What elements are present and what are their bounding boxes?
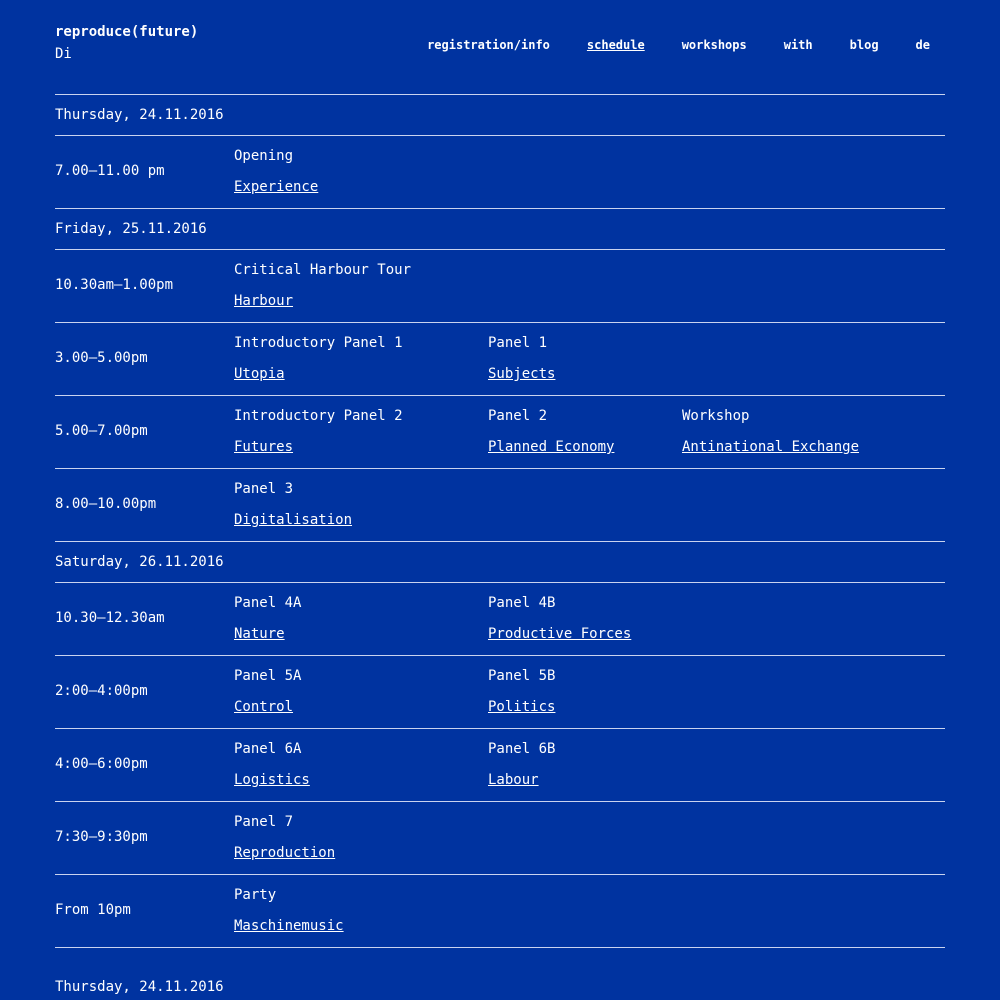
event bbox=[234, 887, 344, 934]
schedule-slot bbox=[55, 655, 945, 728]
nav-registration-info[interactable]: registration/info bbox=[427, 38, 550, 52]
event-label: Panel 3 bbox=[234, 481, 294, 497]
event-link[interactable]: Control bbox=[234, 699, 294, 715]
event bbox=[234, 148, 318, 195]
main-nav bbox=[427, 38, 930, 52]
event-label: Panel 4A bbox=[234, 595, 302, 611]
event-link[interactable]: Antinational Exchange bbox=[682, 439, 860, 455]
schedule-slot bbox=[55, 249, 945, 322]
event-link[interactable]: Maschinemusic bbox=[234, 918, 344, 934]
event-label: Panel 7 bbox=[234, 814, 294, 830]
schedule-slot bbox=[55, 468, 945, 541]
event bbox=[488, 595, 631, 642]
nav-schedule[interactable]: schedule bbox=[586, 38, 645, 52]
event-label: Introductory Panel 2 bbox=[234, 408, 403, 424]
event-label: Opening bbox=[234, 148, 294, 164]
event-link[interactable]: Utopia bbox=[234, 366, 285, 382]
event-label: Panel 2 bbox=[488, 408, 548, 424]
site-subtitle: Di bbox=[55, 46, 72, 62]
nav-with[interactable]: with bbox=[783, 38, 813, 52]
event bbox=[488, 408, 614, 455]
event-label: Panel 1 bbox=[488, 335, 548, 351]
slot-time: 7.00–11.00 pm bbox=[55, 163, 165, 179]
event-label: Introductory Panel 1 bbox=[234, 335, 403, 351]
day-header bbox=[55, 541, 945, 582]
event bbox=[488, 741, 555, 788]
event-label: Panel 6A bbox=[234, 741, 302, 757]
event-label: Panel 4B bbox=[488, 595, 556, 611]
schedule-slot bbox=[55, 582, 945, 655]
event bbox=[488, 335, 555, 382]
day-date: Thursday, 24.11.2016 bbox=[55, 107, 224, 123]
day-header bbox=[55, 94, 945, 135]
site-title[interactable]: reproduce(future) bbox=[55, 24, 199, 40]
schedule-slot bbox=[55, 135, 945, 208]
event bbox=[234, 481, 352, 528]
event-link[interactable]: Politics bbox=[488, 699, 556, 715]
event-link[interactable]: Logistics bbox=[234, 772, 310, 788]
event bbox=[234, 668, 301, 715]
nav-blog[interactable]: blog bbox=[849, 38, 879, 52]
event-link[interactable]: Productive Forces bbox=[488, 626, 632, 642]
event-link[interactable]: Subjects bbox=[488, 366, 556, 382]
slot-time: 3.00–5.00pm bbox=[55, 350, 148, 366]
slot-time: From 10pm bbox=[55, 902, 131, 918]
event bbox=[234, 741, 310, 788]
nav-language-de[interactable]: de bbox=[915, 38, 930, 52]
schedule-slot bbox=[55, 322, 945, 395]
event-label: Party bbox=[234, 887, 277, 903]
slot-time: 10.30–12.30am bbox=[55, 610, 165, 626]
slot-time: 4:00–6:00pm bbox=[55, 756, 148, 772]
event-label: Panel 5B bbox=[488, 668, 556, 684]
schedule-slot bbox=[55, 874, 945, 948]
event bbox=[234, 814, 335, 861]
slot-time: 8.00–10.00pm bbox=[55, 496, 157, 512]
event-link[interactable]: Harbour bbox=[234, 293, 294, 309]
nav-workshops[interactable]: workshops bbox=[681, 38, 747, 52]
event-link[interactable]: Planned Economy bbox=[488, 439, 615, 455]
event bbox=[234, 262, 411, 309]
slot-time: 10.30am–1.00pm bbox=[55, 277, 174, 293]
next-day-header: Thursday, 24.11.2016 bbox=[55, 979, 224, 995]
event-label: Panel 6B bbox=[488, 741, 556, 757]
event bbox=[488, 668, 555, 715]
event-label: Workshop bbox=[682, 408, 750, 424]
schedule-slot bbox=[55, 395, 945, 468]
event-label: Critical Harbour Tour bbox=[234, 262, 412, 278]
event-link[interactable]: Digitalisation bbox=[234, 512, 353, 528]
site-header bbox=[55, 24, 945, 84]
slot-time: 7:30–9:30pm bbox=[55, 829, 148, 845]
event bbox=[682, 408, 859, 455]
event bbox=[234, 408, 403, 455]
event bbox=[234, 335, 403, 382]
slot-time: 5.00–7.00pm bbox=[55, 423, 148, 439]
schedule-slot bbox=[55, 801, 945, 874]
event bbox=[234, 595, 301, 642]
day-date: Friday, 25.11.2016 bbox=[55, 221, 207, 237]
event-link[interactable]: Reproduction bbox=[234, 845, 336, 861]
schedule-table bbox=[55, 94, 945, 948]
event-link[interactable]: Experience bbox=[234, 179, 319, 195]
slot-time: 2:00–4:00pm bbox=[55, 683, 148, 699]
event-link[interactable]: Futures bbox=[234, 439, 294, 455]
schedule-slot bbox=[55, 728, 945, 801]
event-label: Panel 5A bbox=[234, 668, 302, 684]
event-link[interactable]: Labour bbox=[488, 772, 539, 788]
event-link[interactable]: Nature bbox=[234, 626, 285, 642]
day-header bbox=[55, 208, 945, 249]
day-date: Saturday, 26.11.2016 bbox=[55, 554, 224, 570]
